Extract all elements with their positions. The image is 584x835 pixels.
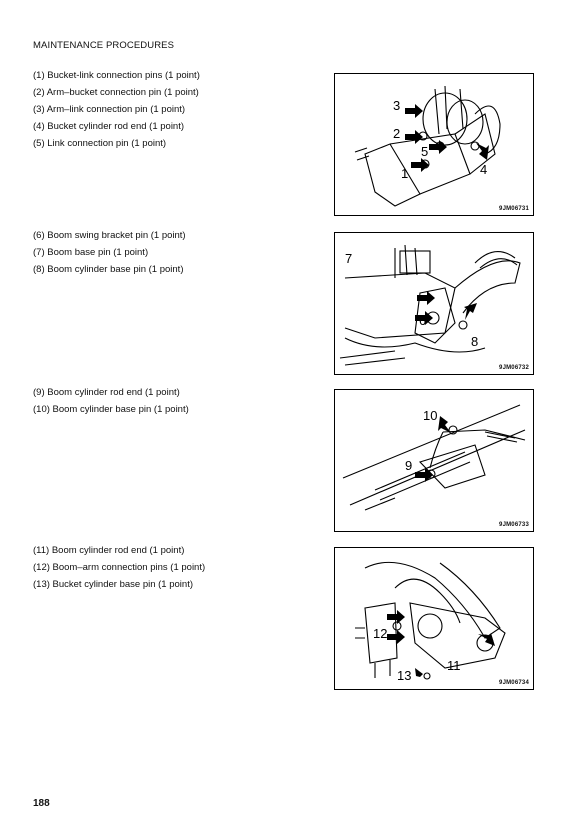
figure-bucket-linkage bbox=[334, 73, 534, 216]
figure-code: 9JM06731 bbox=[499, 206, 529, 212]
list-item: (10) Boom cylinder base pin (1 point) bbox=[33, 404, 189, 415]
figure-boom-base bbox=[334, 232, 534, 375]
list-item: (12) Boom–arm connection pins (1 point) bbox=[33, 562, 206, 573]
boom-base-illustration bbox=[335, 233, 533, 374]
list-item: (6) Boom swing bracket pin (1 point) bbox=[33, 230, 186, 241]
list-item: (2) Arm–bucket connection pin (1 point) bbox=[33, 87, 199, 98]
callout-10: 10 bbox=[423, 408, 438, 423]
figure-code: 9JM06733 bbox=[499, 522, 529, 528]
callout-2: 2 bbox=[393, 126, 401, 141]
grease-points-list-2 bbox=[33, 227, 323, 278]
figure-code: 9JM06732 bbox=[499, 365, 529, 371]
list-item: (4) Bucket cylinder rod end (1 point) bbox=[33, 121, 185, 132]
callout-9: 9 bbox=[405, 458, 413, 473]
callout-5: 5 bbox=[421, 144, 429, 159]
boom-arm-illustration bbox=[335, 548, 533, 689]
list-item: (9) Boom cylinder rod end (1 point) bbox=[33, 387, 180, 398]
page-number: 188 bbox=[33, 798, 50, 809]
list-item: (11) Boom cylinder rod end (1 point) bbox=[33, 545, 185, 556]
list-item: (1) Bucket-link connection pins (1 point) bbox=[33, 70, 200, 81]
list-item: (3) Arm–link connection pin (1 point) bbox=[33, 104, 186, 115]
callout-11: 11 bbox=[447, 658, 461, 673]
callout-13: 13 bbox=[397, 668, 412, 683]
list-item: (13) Bucket cylinder base pin (1 point) bbox=[33, 579, 193, 590]
list-item: (8) Boom cylinder base pin (1 point) bbox=[33, 264, 184, 275]
callout-12: 12 bbox=[373, 626, 388, 641]
boom-cylinder-illustration bbox=[335, 390, 533, 531]
figure-boom-arm bbox=[334, 547, 534, 690]
callout-1: 1 bbox=[401, 166, 409, 181]
callout-4: 4 bbox=[480, 162, 488, 177]
figure-code: 9JM06734 bbox=[499, 680, 529, 686]
list-item: (5) Link connection pin (1 point) bbox=[33, 138, 167, 149]
callout-7: 7 bbox=[345, 251, 353, 266]
grease-points-list-4 bbox=[33, 542, 323, 593]
grease-points-list-3 bbox=[33, 384, 323, 418]
callout-8: 8 bbox=[471, 334, 479, 349]
list-item: (7) Boom base pin (1 point) bbox=[33, 247, 149, 258]
callout-3: 3 bbox=[393, 98, 401, 113]
bucket-linkage-illustration bbox=[335, 74, 533, 215]
callout-6: 6 bbox=[419, 313, 427, 328]
grease-points-list-1 bbox=[33, 67, 323, 152]
figure-boom-cylinder bbox=[334, 389, 534, 532]
page-header: MAINTENANCE PROCEDURES bbox=[33, 40, 175, 51]
